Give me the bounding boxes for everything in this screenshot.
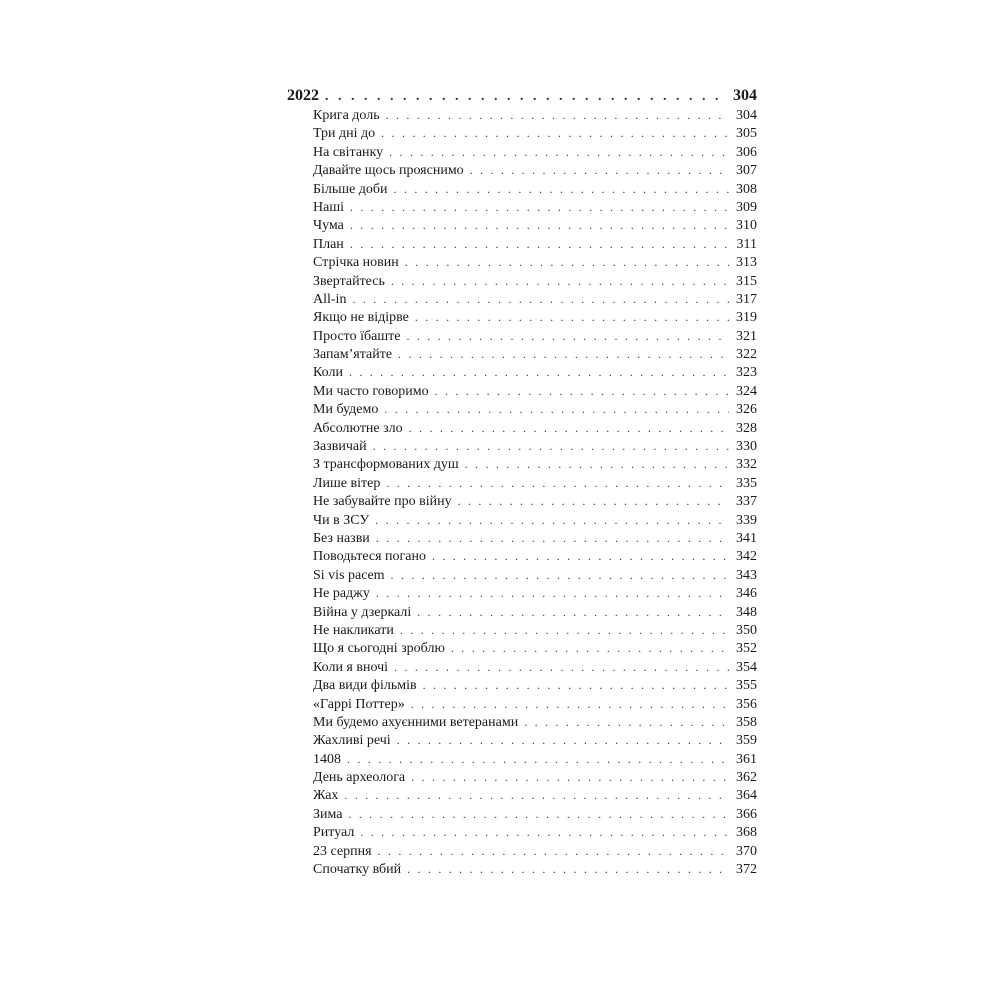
entry-title: Не раджу xyxy=(313,586,370,602)
entry-title: З трансформованих душ xyxy=(313,457,459,473)
toc-entry xyxy=(313,382,757,400)
entry-page-number: 304 xyxy=(736,108,757,123)
entry-page-number: 306 xyxy=(736,144,757,160)
dot-leader xyxy=(373,437,729,455)
entry-page-number: 308 xyxy=(736,181,757,197)
dot-leader xyxy=(350,198,729,216)
dot-leader xyxy=(465,455,729,473)
toc-entry xyxy=(313,750,757,768)
dot-leader xyxy=(344,786,729,804)
toc-entry xyxy=(313,198,757,216)
entry-title: Коли я вночі xyxy=(313,659,389,675)
entry-page-number: 354 xyxy=(736,659,757,675)
entry-title: Поводьтеся погано xyxy=(313,549,426,565)
entry-page-number: 307 xyxy=(736,163,757,179)
entry-page-number: 315 xyxy=(736,273,757,289)
entry-title: Що я сьогодні зроблю xyxy=(313,641,445,657)
dot-leader xyxy=(423,676,729,694)
entry-title: Ми будемо ахуєнними ветеранами xyxy=(313,714,519,730)
entry-title: Наші xyxy=(313,199,344,215)
entry-page-number: 332 xyxy=(736,457,757,473)
entry-title: Зазвичай xyxy=(313,439,367,455)
dot-leader xyxy=(405,253,729,271)
dot-leader xyxy=(381,124,729,142)
entry-title: «Гаррі Поттер» xyxy=(313,696,405,712)
dot-leader xyxy=(349,363,729,381)
section-page-number: 304 xyxy=(733,87,757,104)
entry-page-number: 355 xyxy=(736,678,757,694)
toc-entry xyxy=(313,786,757,804)
entry-title: Si vis pacem xyxy=(313,567,385,583)
entry-title: Жах xyxy=(313,788,339,804)
entry-page-number: 323 xyxy=(736,365,757,381)
toc-entry xyxy=(313,253,757,271)
dot-leader xyxy=(391,566,729,584)
entry-page-number: 310 xyxy=(736,218,757,234)
section-heading xyxy=(287,84,757,106)
entry-title: Коли xyxy=(313,365,343,381)
toc-entry xyxy=(313,363,757,381)
dot-leader xyxy=(406,327,729,345)
entry-page-number: 322 xyxy=(736,347,757,363)
toc-entry xyxy=(313,676,757,694)
dot-leader xyxy=(347,750,729,768)
dot-leader xyxy=(389,143,729,161)
entry-title: Війна у дзеркалі xyxy=(313,604,412,620)
toc-entry xyxy=(313,216,757,234)
toc-entry xyxy=(313,584,757,602)
entry-title: На світанку xyxy=(313,144,384,160)
toc-entry xyxy=(313,731,757,749)
dot-leader xyxy=(386,474,729,492)
dot-leader xyxy=(378,842,729,860)
entry-title: Звертайтесь xyxy=(313,273,385,289)
entry-page-number: 328 xyxy=(736,420,757,436)
dot-leader xyxy=(417,603,729,621)
dot-leader xyxy=(432,547,729,565)
dot-leader xyxy=(435,382,729,400)
entry-title: Чи в ЗСУ xyxy=(313,512,370,528)
dot-leader xyxy=(415,308,729,326)
toc-entry xyxy=(313,566,757,584)
dot-leader xyxy=(350,216,729,234)
dot-leader xyxy=(470,161,729,179)
entry-page-number: 372 xyxy=(736,862,757,878)
toc-entry xyxy=(313,455,757,473)
toc-entry xyxy=(313,272,757,290)
dot-leader xyxy=(394,180,729,198)
entry-page-number: 368 xyxy=(736,825,757,841)
entry-title: Стрічка новин xyxy=(313,255,399,271)
entry-title: Три дні до xyxy=(313,126,376,142)
entry-page-number: 370 xyxy=(736,843,757,859)
dot-leader xyxy=(397,731,729,749)
toc-entry xyxy=(313,124,757,142)
dot-leader xyxy=(407,860,729,878)
entry-page-number: 350 xyxy=(736,622,757,638)
toc-entry xyxy=(313,639,757,657)
entry-title: Абсолютне зло xyxy=(313,420,403,436)
dot-leader xyxy=(400,621,729,639)
section-title: 2022 xyxy=(287,87,319,104)
entry-title: Давайте щось прояснимо xyxy=(313,163,464,179)
toc-entry xyxy=(313,603,757,621)
toc-entry xyxy=(313,621,757,639)
entry-title: 23 серпня xyxy=(313,843,372,859)
toc-entry xyxy=(313,474,757,492)
entry-title: Якщо не відірве xyxy=(313,310,409,326)
entry-title: Не накликати xyxy=(313,622,394,638)
entry-title: Ми будемо xyxy=(313,402,379,418)
entry-title: Лише вітер xyxy=(313,475,381,491)
entry-page-number: 366 xyxy=(736,806,757,822)
dot-leader xyxy=(391,272,729,290)
table-of-contents xyxy=(287,84,757,878)
dot-leader xyxy=(409,419,729,437)
toc-entry xyxy=(313,529,757,547)
entry-title: Більше доби xyxy=(313,181,388,197)
entry-page-number: 305 xyxy=(736,126,757,142)
entry-page-number: 358 xyxy=(736,714,757,730)
entry-title: Чума xyxy=(313,218,344,234)
toc-entry xyxy=(313,308,757,326)
entry-page-number: 356 xyxy=(736,696,757,712)
toc-entry xyxy=(313,695,757,713)
entry-title: Крига доль xyxy=(313,108,380,123)
toc-entry xyxy=(313,400,757,418)
dot-leader xyxy=(376,529,729,547)
dot-leader xyxy=(411,695,729,713)
dot-leader xyxy=(384,400,729,418)
toc-entry xyxy=(313,290,757,308)
entry-page-number: 348 xyxy=(736,604,757,620)
toc-entry xyxy=(313,860,757,878)
entry-title: 1408 xyxy=(313,751,341,767)
dot-leader xyxy=(524,713,729,731)
entry-page-number: 317 xyxy=(736,291,757,307)
entry-page-number: 341 xyxy=(736,530,757,546)
entry-title: All-in xyxy=(313,291,347,307)
dot-leader xyxy=(386,106,729,124)
dot-leader xyxy=(451,639,729,657)
entry-page-number: 361 xyxy=(736,751,757,767)
entry-page-number: 342 xyxy=(736,549,757,565)
dot-leader xyxy=(394,658,729,676)
dot-leader xyxy=(411,768,729,786)
entry-page-number: 343 xyxy=(736,567,757,583)
entry-title: Ми часто говоримо xyxy=(313,383,429,399)
dot-leader xyxy=(376,584,729,602)
entry-title: Зима xyxy=(313,806,343,822)
toc-entry xyxy=(313,768,757,786)
toc-entry xyxy=(313,511,757,529)
toc-entry xyxy=(313,419,757,437)
dot-leader xyxy=(398,345,729,363)
entry-page-number: 311 xyxy=(736,236,757,252)
entry-page-number: 319 xyxy=(736,310,757,326)
entry-title: Без назви xyxy=(313,530,370,546)
entry-title: Два види фільмів xyxy=(313,678,417,694)
entry-page-number: 335 xyxy=(736,475,757,491)
entry-page-number: 309 xyxy=(736,199,757,215)
entry-title: Запам’ятайте xyxy=(313,347,393,363)
entry-page-number: 324 xyxy=(736,383,757,399)
entry-page-number: 346 xyxy=(736,586,757,602)
dot-leader xyxy=(375,511,729,529)
dot-leader xyxy=(458,492,729,510)
entry-page-number: 364 xyxy=(736,788,757,804)
toc-entry xyxy=(313,842,757,860)
entry-title: План xyxy=(313,236,344,252)
toc-entry xyxy=(313,235,757,253)
entry-page-number: 339 xyxy=(736,512,757,528)
toc-entry xyxy=(313,345,757,363)
toc-entry xyxy=(313,547,757,565)
toc-entry xyxy=(313,180,757,198)
dot-leader xyxy=(348,805,729,823)
toc-entry xyxy=(313,437,757,455)
entry-title: День археолога xyxy=(313,770,406,786)
entry-title: Спочатку вбий xyxy=(313,862,402,878)
entry-title: Жахливі речі xyxy=(313,733,391,749)
entry-title: Просто їбаште xyxy=(313,328,401,344)
toc-entry xyxy=(313,823,757,841)
entry-title: Не забувайте про війну xyxy=(313,494,452,510)
entry-page-number: 352 xyxy=(736,641,757,657)
entry-page-number: 362 xyxy=(736,770,757,786)
entry-page-number: 321 xyxy=(736,328,757,344)
toc-entry xyxy=(313,143,757,161)
entry-page-number: 330 xyxy=(736,439,757,455)
entry-page-number: 326 xyxy=(736,402,757,418)
toc-entry xyxy=(313,658,757,676)
entry-title: Ритуал xyxy=(313,825,355,841)
entry-page-number: 337 xyxy=(736,494,757,510)
entry-page-number: 359 xyxy=(736,733,757,749)
toc-entry xyxy=(313,161,757,179)
entry-list xyxy=(313,106,757,878)
toc-entry xyxy=(313,106,757,124)
toc-entry xyxy=(313,492,757,510)
dot-leader xyxy=(350,235,729,253)
toc-entry xyxy=(313,327,757,345)
dot-leader xyxy=(352,290,729,308)
toc-entry xyxy=(313,805,757,823)
dot-leader xyxy=(360,823,729,841)
toc-entry xyxy=(313,713,757,731)
entry-page-number: 313 xyxy=(736,255,757,271)
